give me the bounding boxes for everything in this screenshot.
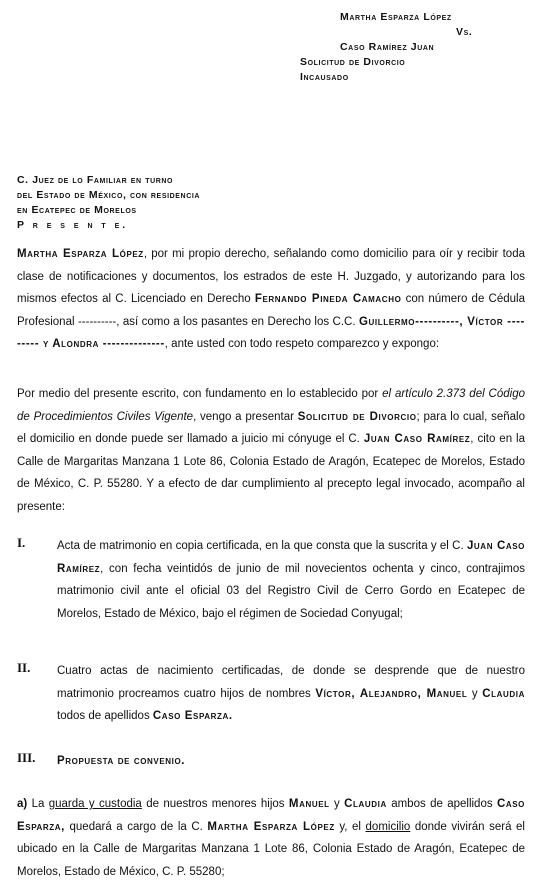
clause-a-paragraph	[17, 793, 525, 883]
request-text-4: , cito en la Calle de Margaritas Manzana 1 Lote 86, Colonia Estado de Aragón, Ecatepec de Morelos, Estado de México, C. P. 55280. Y a efecto de dar cumplimiento al precepto legal invocado, acompaño al presente:	[17, 433, 526, 513]
item2-surname: Caso Esparza.	[152, 710, 233, 722]
request-type: Solicitud de Divorcio	[297, 410, 417, 423]
request-text-3: ; para lo cual, señalo el domicilio en donde puede ser llamado a juicio mi cónyuge el C.	[17, 410, 525, 445]
case-caption	[300, 10, 520, 85]
addressee-block	[17, 173, 200, 233]
item1-text-1: Acta de matrimonio en copia certificada, en la que consta que la suscrita y el C.	[57, 540, 467, 552]
children-surname: Caso Esparza,	[17, 798, 526, 833]
request-text-2: , vengo a presentar	[193, 410, 298, 423]
caption-defendant: Caso Ramírez Juan	[340, 41, 435, 53]
caption-subject-line2: Incausado	[300, 71, 349, 83]
intro-paragraph	[17, 243, 525, 356]
list-item-number: I.	[17, 535, 26, 550]
list-item	[17, 750, 525, 773]
intro-text-3: , ante usted con todo respeto comparezco y expongo:	[164, 338, 440, 350]
clause-text-2: de nuestros menores hijos	[141, 798, 289, 810]
item2-text-3: todos de apellidos	[57, 710, 153, 722]
mother-name: Martha Esparza López	[207, 820, 335, 833]
item1-spouse-name: Juan Caso Ramírez	[57, 540, 525, 575]
list-item-number: III.	[17, 750, 36, 765]
clause-text-4: ambos de apellidos	[386, 798, 497, 810]
paralegal-names: Guillermo----------, Víctor --------- y Alondra --------------	[17, 315, 525, 350]
child-name-a: Manuel	[288, 798, 330, 810]
legal-article: el artículo 2.373 del Código de Procedimientos Civiles Vigente	[17, 388, 525, 423]
clause-text-1: La	[27, 798, 49, 810]
item2-text-1: Cuatro actas de nacimiento certificadas, de donde se desprende que de nuestro matrimonio procreamos cuatro hijos de nombres	[57, 665, 525, 700]
item2-children-names: Víctor, Alejandro, Manuel	[315, 687, 468, 700]
domicile-term: domicilio	[365, 820, 411, 833]
list-item-text	[57, 535, 525, 625]
caption-versus: Vs.	[456, 26, 473, 38]
spouse-name: Juan Caso Ramírez	[363, 433, 471, 445]
intro-text-1: , por mi propio derecho, señalando como domicilio para oír y recibir toda clase de notificaciones y documentos, los estrados de este H. Juzgado, y autorizando para los mismos efectos al C. Licenciado en Derecho	[17, 248, 525, 305]
list-item-text	[57, 660, 525, 728]
caption-plaintiff: Martha Esparza López	[340, 11, 452, 23]
clause-label: a)	[17, 798, 28, 810]
list-item	[17, 535, 525, 625]
clause-text-5: quedará a cargo de la C.	[64, 820, 208, 833]
intro-text-2: con número de Cédula Profesional ----------, así como a los pasantes en Derecho los C.C.	[17, 293, 525, 328]
caption-subject-line1: Solicitud de Divorcio	[300, 56, 406, 68]
addressee-line3: en Ecatepec de Morelos	[17, 204, 137, 216]
lawyer-name: Fernando Pineda Camacho	[254, 293, 402, 305]
request-text-1: Por medio del presente escrito, con fundamento en lo establecido por	[17, 388, 383, 400]
list-item	[17, 660, 525, 728]
item2-child4: Claudia	[482, 687, 525, 700]
child-name-b: Claudia	[344, 798, 387, 810]
addressee-line1: C. Juez de lo Familiar en turno	[17, 174, 174, 186]
clause-text-7: donde vivirán será el ubicado en la Calle de Margaritas Manzana 1 Lote 86, Colonia Estado de Aragón, Ecatepec de Morelos, Estado de México, C. P. 55280;	[17, 820, 525, 878]
custody-term: guarda y custodia	[48, 798, 142, 810]
petitioner-name: Martha Esparza López	[17, 248, 144, 260]
item2-text-2: y	[467, 687, 483, 700]
section-title-proposal: Propuesta de convenio.	[57, 755, 186, 767]
list-item-number: II.	[17, 660, 31, 675]
addressee-presente: P r e s e n t e.	[17, 219, 129, 231]
clause-text-3: y	[329, 798, 345, 810]
clause-text-6: y, el	[334, 820, 366, 833]
request-paragraph	[17, 383, 525, 518]
addressee-line2: del Estado de México, con residencia	[17, 189, 201, 201]
item1-text-2: , con fecha veintidós de junio de mil novecientos ochenta y cinco, contrajimos matrimonio civil ante el oficial 03 del Registro Civil de Cerro Gordo en Ecatepec de Morelos, Estado de México, bajo el régimen de Sociedad Conyugal;	[57, 562, 525, 620]
